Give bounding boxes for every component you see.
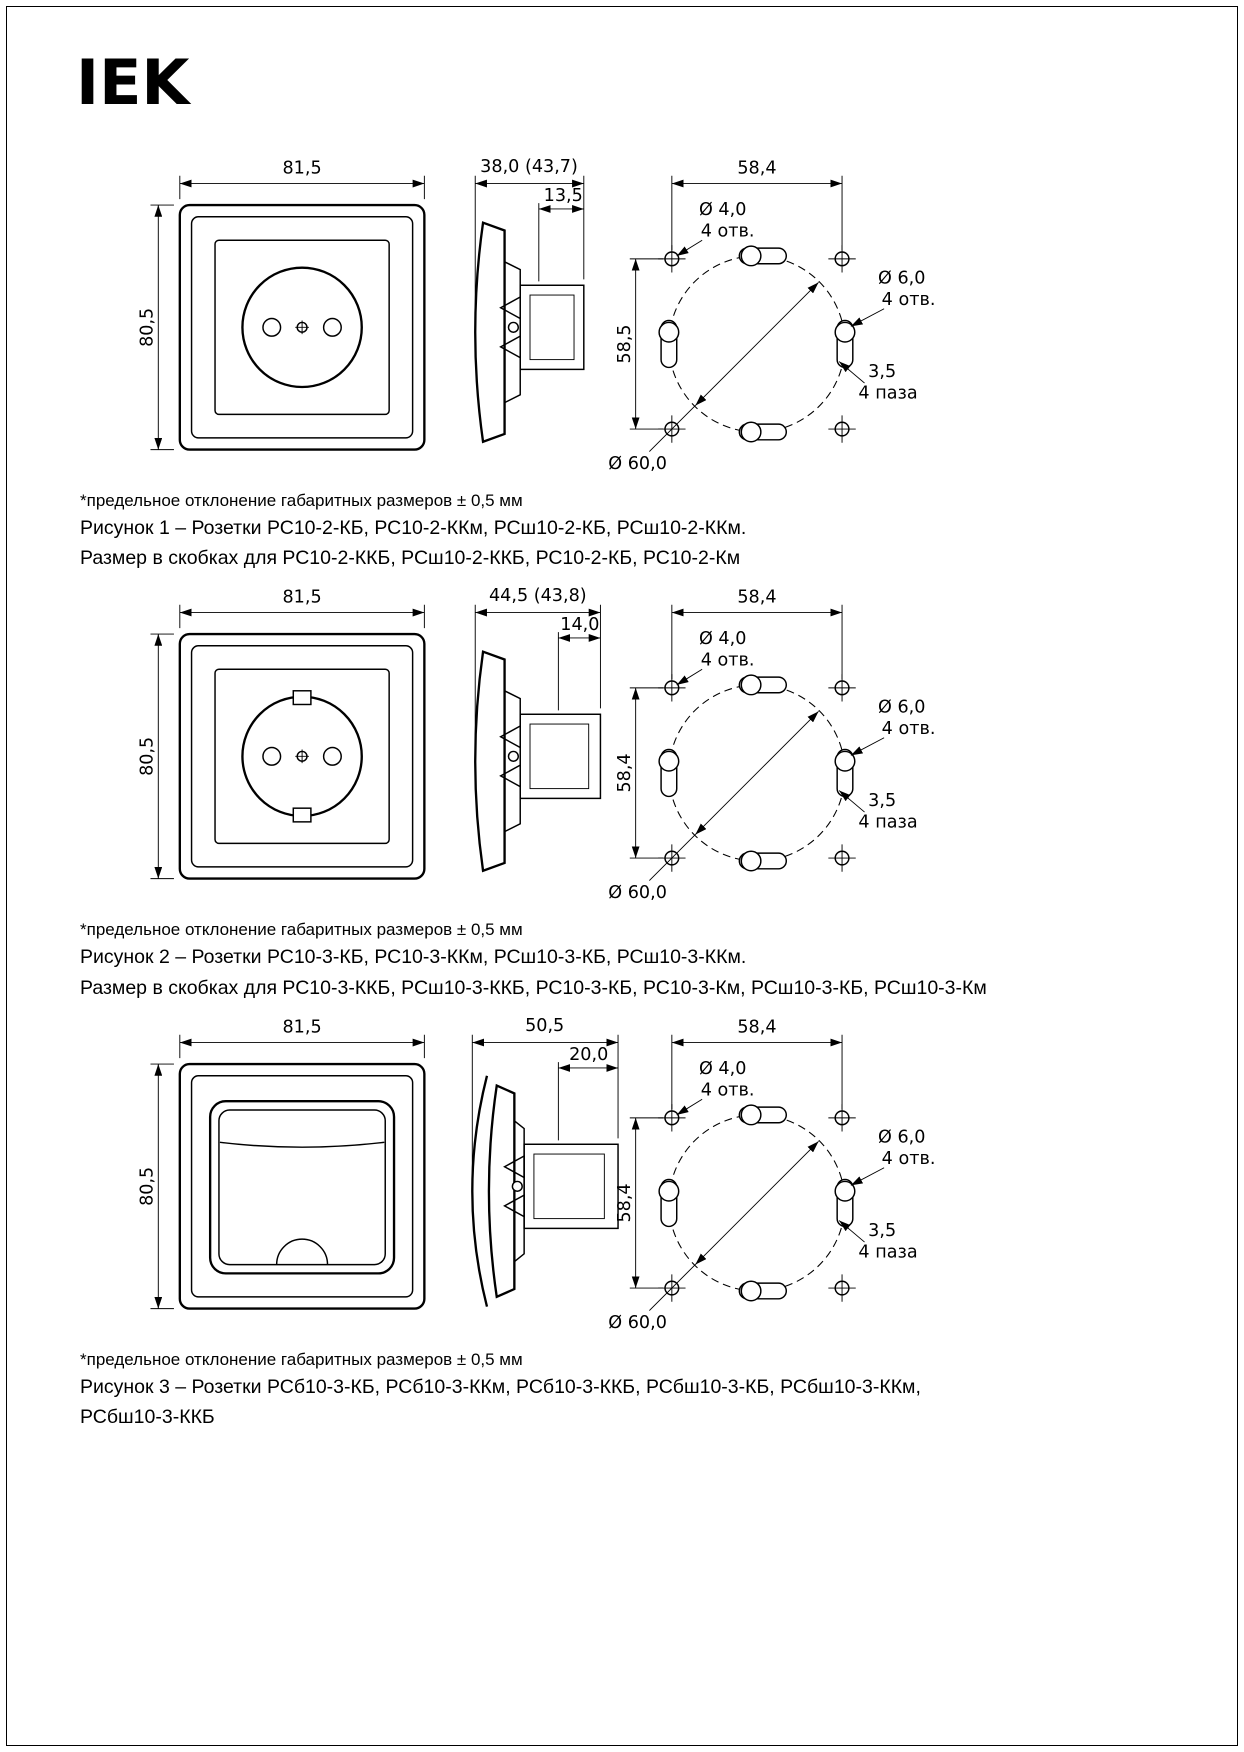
slot-count-label: 4 паза bbox=[858, 1242, 918, 1263]
claw-screw bbox=[508, 752, 518, 762]
figure2-caption-line2: Размер в скобках для РС10-3-ККБ, РСш10-3-ККБ, РС10-3-КБ, РС10-3-Км, РСш10-3-КБ, РСш10-3-Км bbox=[80, 976, 987, 999]
width-extension-lines bbox=[180, 1035, 425, 1058]
lid-profile bbox=[472, 1076, 487, 1307]
big-hole-leader bbox=[851, 309, 884, 327]
diameter-leader bbox=[649, 835, 695, 881]
slot-leader bbox=[839, 791, 864, 813]
pattern-span-h-dim: 58,4 bbox=[737, 588, 777, 609]
big-hole-leader bbox=[851, 1168, 884, 1186]
diameter-dim-line bbox=[695, 282, 818, 405]
figure3-caption-line2: РСбш10-3-ККБ bbox=[80, 1406, 215, 1429]
small-hole-dia-label: Ø 4,0 bbox=[698, 1058, 747, 1079]
lid-outline bbox=[210, 1101, 394, 1273]
diameter-dim-line bbox=[695, 712, 818, 835]
mechanism-inner bbox=[534, 1154, 604, 1219]
pattern-span-v-dim: 58,4 bbox=[614, 753, 635, 793]
big-hole-dia-label: Ø 6,0 bbox=[878, 697, 926, 718]
side-view bbox=[475, 158, 584, 442]
ground-clip-bottom bbox=[293, 809, 311, 823]
diameter-leader bbox=[649, 1264, 695, 1310]
small-hole-leader bbox=[677, 240, 702, 256]
front-view bbox=[137, 1018, 424, 1309]
small-hole-count-label: 4 отв. bbox=[700, 650, 755, 671]
pattern-span-h-dim: 58,4 bbox=[737, 1017, 777, 1038]
circle-dia-label: Ø 60,0 bbox=[608, 454, 667, 475]
side-front-depth-dim: 14,0 bbox=[560, 615, 600, 636]
ground-clip-top bbox=[293, 691, 311, 705]
pin-hole-right bbox=[324, 748, 342, 766]
small-hole-count-label: 4 отв. bbox=[700, 221, 755, 242]
tolerance-note: *предельное отклонение габаритных размеров ± 0,5 мм bbox=[80, 920, 523, 940]
front-height-dim: 80,5 bbox=[137, 307, 158, 347]
center-screw-cross bbox=[295, 320, 309, 334]
pattern-span-v-dim: 58,5 bbox=[614, 324, 635, 364]
side-total-depth-dim: 38,0 (43,7) bbox=[480, 158, 578, 177]
pattern-span-v-dim: 58,4 bbox=[614, 1183, 635, 1223]
big-hole-count-label: 4 отв. bbox=[881, 1148, 936, 1169]
figure1-caption-line2: Размер в скобках для РС10-2-ККБ, РСш10-2-ККБ, РС10-2-КБ, РС10-2-Км bbox=[80, 547, 741, 570]
front-width-dim: 81,5 bbox=[282, 588, 322, 609]
figure3-caption-line1: Рисунок 3 – Розетки РСб10-3-КБ, РСб10-3-ККм, РСб10-3-ККБ, РСбш10-3-КБ, РСбш10-3-ККм, bbox=[80, 1375, 921, 1398]
figure-3 bbox=[6, 1017, 1238, 1432]
side-view bbox=[472, 1017, 618, 1307]
mounting-pattern bbox=[608, 159, 935, 474]
width-extension-lines bbox=[180, 176, 425, 199]
diameter-leader bbox=[649, 406, 695, 452]
pattern-span-h-dim: 58,4 bbox=[737, 158, 777, 179]
width-extension-lines bbox=[180, 605, 425, 628]
slot-count-label: 4 паза bbox=[858, 813, 918, 834]
lid-handle-notch bbox=[277, 1239, 328, 1264]
front-height-dim: 80,5 bbox=[137, 737, 158, 777]
small-hole-count-label: 4 отв. bbox=[700, 1080, 755, 1101]
front-view bbox=[137, 159, 424, 450]
figure3-caption bbox=[80, 1372, 1238, 1432]
lid-inner bbox=[219, 1110, 385, 1265]
big-hole-count-label: 4 отв. bbox=[881, 719, 936, 740]
slot-leader bbox=[839, 362, 864, 384]
slot-leader bbox=[839, 1220, 864, 1242]
big-hole-leader bbox=[851, 738, 884, 756]
small-hole-leader bbox=[677, 1099, 702, 1115]
side-total-depth-dim: 44,5 (43,8) bbox=[488, 587, 587, 607]
pin-hole-left bbox=[263, 319, 281, 337]
front-view bbox=[137, 588, 424, 879]
front-height-dim: 80,5 bbox=[137, 1166, 158, 1206]
figure2-drawing bbox=[82, 587, 1158, 910]
pin-hole-left bbox=[263, 748, 281, 766]
pattern-h-extension bbox=[672, 1035, 842, 1109]
side-front-depth-dim: 20,0 bbox=[569, 1045, 609, 1066]
slot-width-label: 3,5 bbox=[868, 362, 897, 383]
figure1-caption-line1: Рисунок 1 – Розетки РС10-2-КБ, РС10-2-ККм, РСш10-2-КБ, РСш10-2-ККм. bbox=[80, 517, 747, 539]
figure2-caption-line1: Рисунок 2 – Розетки РС10-3-КБ, РС10-3-ККм, РСш10-3-КБ, РСш10-3-ККм. bbox=[80, 946, 747, 969]
tolerance-note: *предельное отклонение габаритных размеров ± 0,5 мм bbox=[80, 1349, 523, 1369]
diameter-dim-line bbox=[695, 1141, 818, 1264]
page-content bbox=[6, 6, 1238, 1746]
slot-count-label: 4 паза bbox=[858, 383, 918, 404]
circle-dia-label: Ø 60,0 bbox=[608, 1313, 667, 1334]
cover-profile bbox=[475, 652, 504, 871]
side-front-depth-dim: 13,5 bbox=[543, 186, 583, 207]
big-hole-dia-label: Ø 6,0 bbox=[878, 1127, 926, 1148]
figure-1 bbox=[6, 158, 1238, 573]
slot-width-label: 3,5 bbox=[868, 791, 897, 812]
figure-2 bbox=[6, 587, 1238, 1002]
figure1-drawing bbox=[82, 158, 1158, 481]
small-hole-dia-label: Ø 4,0 bbox=[698, 199, 747, 220]
small-hole-dia-label: Ø 4,0 bbox=[698, 629, 747, 650]
circle-dia-label: Ø 60,0 bbox=[608, 883, 667, 904]
figure1-caption bbox=[80, 513, 1238, 573]
claw-screw bbox=[508, 322, 518, 332]
big-hole-dia-label: Ø 6,0 bbox=[878, 268, 926, 289]
tolerance-note: *предельное отклонение габаритных размеров ± 0,5 мм bbox=[80, 491, 523, 510]
big-hole-count-label: 4 отв. bbox=[881, 289, 936, 310]
claw-screw bbox=[512, 1181, 522, 1191]
pattern-h-extension bbox=[672, 605, 842, 679]
figure3-drawing bbox=[82, 1017, 1158, 1340]
lid-top-edge bbox=[220, 1142, 384, 1147]
side-total-depth-dim: 50,5 bbox=[525, 1016, 565, 1036]
iek-logo: IEK bbox=[76, 46, 190, 119]
mounting-pattern bbox=[608, 588, 935, 903]
center-screw-cross bbox=[295, 750, 309, 764]
pin-hole-right bbox=[324, 319, 342, 337]
front-width-dim: 81,5 bbox=[282, 1017, 322, 1038]
small-hole-leader bbox=[677, 670, 702, 686]
front-width-dim: 81,5 bbox=[282, 158, 322, 179]
figure2-caption bbox=[80, 942, 1238, 1002]
mechanism-inner bbox=[530, 724, 589, 789]
cover-profile bbox=[489, 1085, 514, 1296]
mounting-pattern bbox=[608, 1018, 935, 1333]
header bbox=[6, 46, 1238, 119]
slot-width-label: 3,5 bbox=[868, 1221, 897, 1242]
cover-profile bbox=[475, 223, 504, 442]
pattern-h-extension bbox=[672, 176, 842, 250]
side-view bbox=[475, 587, 600, 871]
mechanism-inner bbox=[530, 295, 574, 360]
